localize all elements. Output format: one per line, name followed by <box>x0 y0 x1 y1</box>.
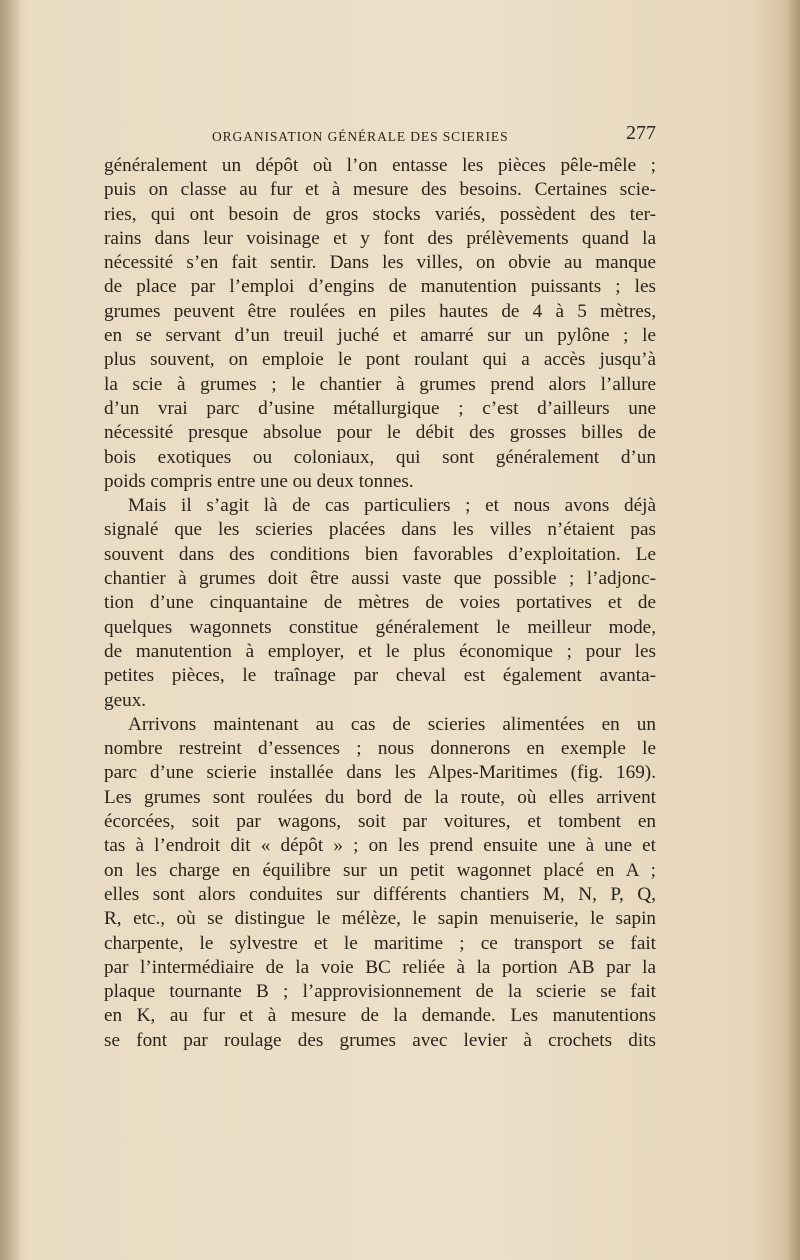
text-line: d’un vrai parc d’usine métallurgique ; c’est d’ailleurs une <box>104 397 656 419</box>
text-line: chantier à grumes doit être aussi vaste que possible ; l’adjonc- <box>104 568 656 590</box>
text-line: Mais il s’agit là de cas particuliers ; et nous avons déjà <box>128 495 656 517</box>
text-line: généralement un dépôt où l’on entasse les pièces pêle-mêle ; <box>104 155 656 176</box>
text-line: en se servant d’un treuil juché et amarré sur un pylône ; le <box>104 325 656 347</box>
gutter-shadow <box>0 0 22 1260</box>
running-title: ORGANISATION GÉNÉRALE DES SCIERIES <box>212 129 509 144</box>
text-line: charpente, le sylvestre et le maritime ; ce transport se fait <box>104 932 656 954</box>
text-line: par l’intermédiaire de la voie BC reliée à la portion AB par la <box>104 956 656 978</box>
text-line: geux. <box>104 689 147 711</box>
text-line: de manutention à employer, et le plus économique ; pour les <box>104 640 656 662</box>
text-line: de place par l’emploi d’engins de manutention puissants ; les <box>104 276 656 298</box>
text-line: elles sont alors conduites sur différents chantiers M, N, P, Q, <box>104 883 656 905</box>
running-header <box>104 122 658 150</box>
text-line: on les charge en équilibre sur un petit wagonnet placé en A ; <box>104 859 656 881</box>
text-line: la scie à grumes ; le chantier à grumes prend alors l’allure <box>104 373 656 395</box>
page-number: 277 <box>626 122 656 144</box>
text-line: petites pièces, le traînage par cheval est également avanta- <box>104 665 656 687</box>
text-line: en K, au fur et à mesure de la demande. Les manutentions <box>104 1005 656 1027</box>
text-line: nombre restreint d’essences ; nous donnerons en exemple le <box>104 738 656 760</box>
text-line: grumes peuvent être roulées en piles hautes de 4 à 5 mètres, <box>104 300 656 322</box>
text-line: plaque tournante B ; l’approvisionnement de la scierie se fait <box>104 981 656 1003</box>
text-line: parc d’une scierie installée dans les Alpes-Maritimes (fig. 169). <box>104 762 656 784</box>
text-line: nécessité s’en fait sentir. Dans les villes, on obvie au manque <box>104 252 656 274</box>
text-line: Arrivons maintenant au cas de scieries alimentées en un <box>128 713 656 735</box>
body-text <box>104 154 656 1053</box>
text-line: tion d’une cinquantaine de mètres de voies portatives et de <box>104 592 656 614</box>
text-line: signalé que les scieries placées dans les villes n’étaient pas <box>104 519 656 541</box>
text-line: quelques wagonnets constitue généralement le meilleur mode, <box>104 616 656 638</box>
text-line: écorcées, soit par wagons, soit par voitures, et tombent en <box>104 811 656 833</box>
text-line: poids compris entre une ou deux tonnes. <box>104 470 414 492</box>
text-line: rains dans leur voisinage et y font des prélèvements quand la <box>104 227 656 249</box>
page-edge-shadow <box>786 0 800 1260</box>
text-line: Les grumes sont roulées du bord de la route, où elles arrivent <box>104 786 656 808</box>
text-line: se font par roulage des grumes avec levier à crochets dits <box>104 1029 656 1051</box>
text-line: puis on classe au fur et à mesure des besoins. Certaines scie- <box>104 179 656 201</box>
text-line: nécessité presque absolue pour le débit des grosses billes de <box>104 422 656 444</box>
text-line: ries, qui ont besoin de gros stocks variés, possèdent des ter- <box>104 203 656 225</box>
text-line: tas à l’endroit dit « dépôt » ; on les prend ensuite une à une et <box>104 835 656 857</box>
text-line: plus souvent, on emploie le pont roulant qui a accès jusqu’à <box>104 349 656 371</box>
text-line: bois exotiques ou coloniaux, qui sont généralement d’un <box>104 446 656 468</box>
text-line: souvent dans des conditions bien favorables d’exploitation. Le <box>104 543 656 565</box>
text-line: R, etc., où se distingue le mélèze, le sapin menuiserie, le sapin <box>104 908 656 930</box>
